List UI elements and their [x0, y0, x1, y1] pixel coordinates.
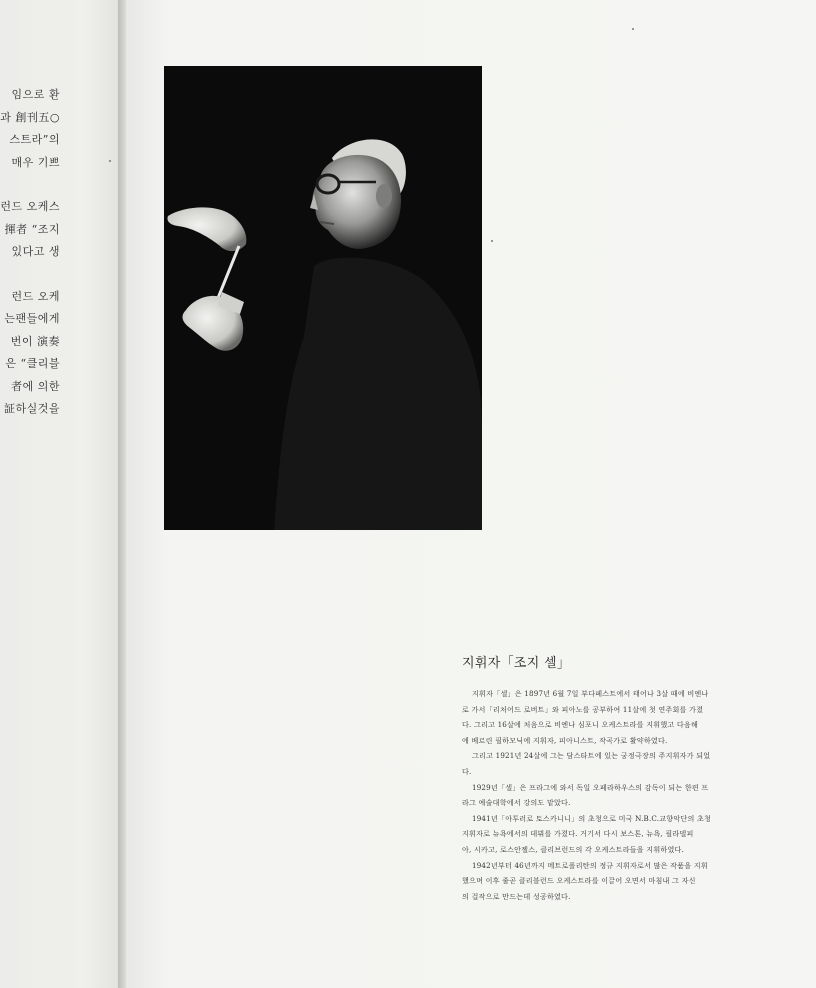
bio-line: 아, 시카고, 로스안젤스, 클리브런드의 각 오케스트라들을 지휘하였다. [462, 844, 685, 854]
left-text-line: 者에 의한 [11, 379, 60, 393]
bio-line: 다. 그리고 16살에 처음으로 비엔나 심포니 오케스트라를 지휘했고 다음해 [462, 720, 699, 730]
paper-speck [632, 28, 634, 30]
conductor-photo [164, 66, 482, 530]
left-text-line: 과 創刊五○ [0, 110, 60, 124]
bio-line: 의 걸작으로 만드는데 성공하였다. [462, 891, 571, 901]
left-text-line: 스트라”의 [9, 133, 60, 146]
left-text-line: 번이 演奏 [10, 334, 60, 348]
bio-line: 지휘자「셀」은 1897년 6월 7일 부다페스트에서 태어나 3살 때에 비엔나 [472, 689, 709, 698]
left-text-line: 임으로 환 [11, 88, 60, 101]
bio-line: 1941년「아투러로 토스카니니」의 초청으로 미국 N.B.C.교향악단의 초청 [472, 813, 712, 823]
left-text-line: 은 “클리블 [5, 357, 60, 370]
left-text-line: 매우 기쁘 [11, 155, 60, 169]
caption-title: 지휘자「조지 셀」 [462, 656, 571, 671]
paper-speck [109, 160, 111, 162]
bio-line: 1929년「셀」은 프라그에 와서 독일 오페라하우스의 감독이 되는 한편 프 [472, 782, 709, 792]
bio-line: 에 베르린 필하모닉에 지휘자, 피아니스트, 작곡가로 활약하였다. [462, 735, 668, 745]
conductor-illustration [164, 66, 482, 530]
left-page-text [0, 84, 118, 421]
left-text-line: 런드 오케 [11, 289, 60, 303]
bio-line: 라그 예술대학에서 강의도 맡았다. [462, 798, 571, 808]
left-text-line: 런드 오케스 [0, 200, 60, 213]
bio-line: 지휘자로 뉴욕에서의 데뷔를 가졌다. 거기서 다시 보스톤, 뉴욕, 필라델피 [462, 829, 694, 839]
left-text-line: 있다고 생 [11, 245, 60, 258]
left-page [0, 0, 122, 988]
left-text-line: 証하실것을 [3, 402, 60, 415]
left-text-line: 는팬들에게 [4, 312, 60, 325]
bio-line: 1942년부터 46년까지 메트로폴리탄의 정규 지휘자로서 많은 작품을 지휘 [472, 860, 708, 870]
book-gutter [118, 0, 126, 988]
bio-line: 했으며 이후 줄곧 클리블런드 오케스트라를 이끌어 오면서 마침내 그 자신 [462, 876, 696, 886]
bio-line: 그리고 1921년 24살에 그는 담스타트에 있는 궁정극장의 주지휘자가 되었 [472, 751, 711, 761]
bio-line: 다. [462, 766, 472, 776]
paper-speck [491, 240, 493, 242]
bio-line: 로 가서「리처어드 로버트」와 피아노를 공부하여 11살에 첫 연주회를 가졌 [462, 704, 704, 714]
biography-text [462, 686, 762, 904]
left-text-line: 揮者 “조지 [4, 222, 60, 236]
